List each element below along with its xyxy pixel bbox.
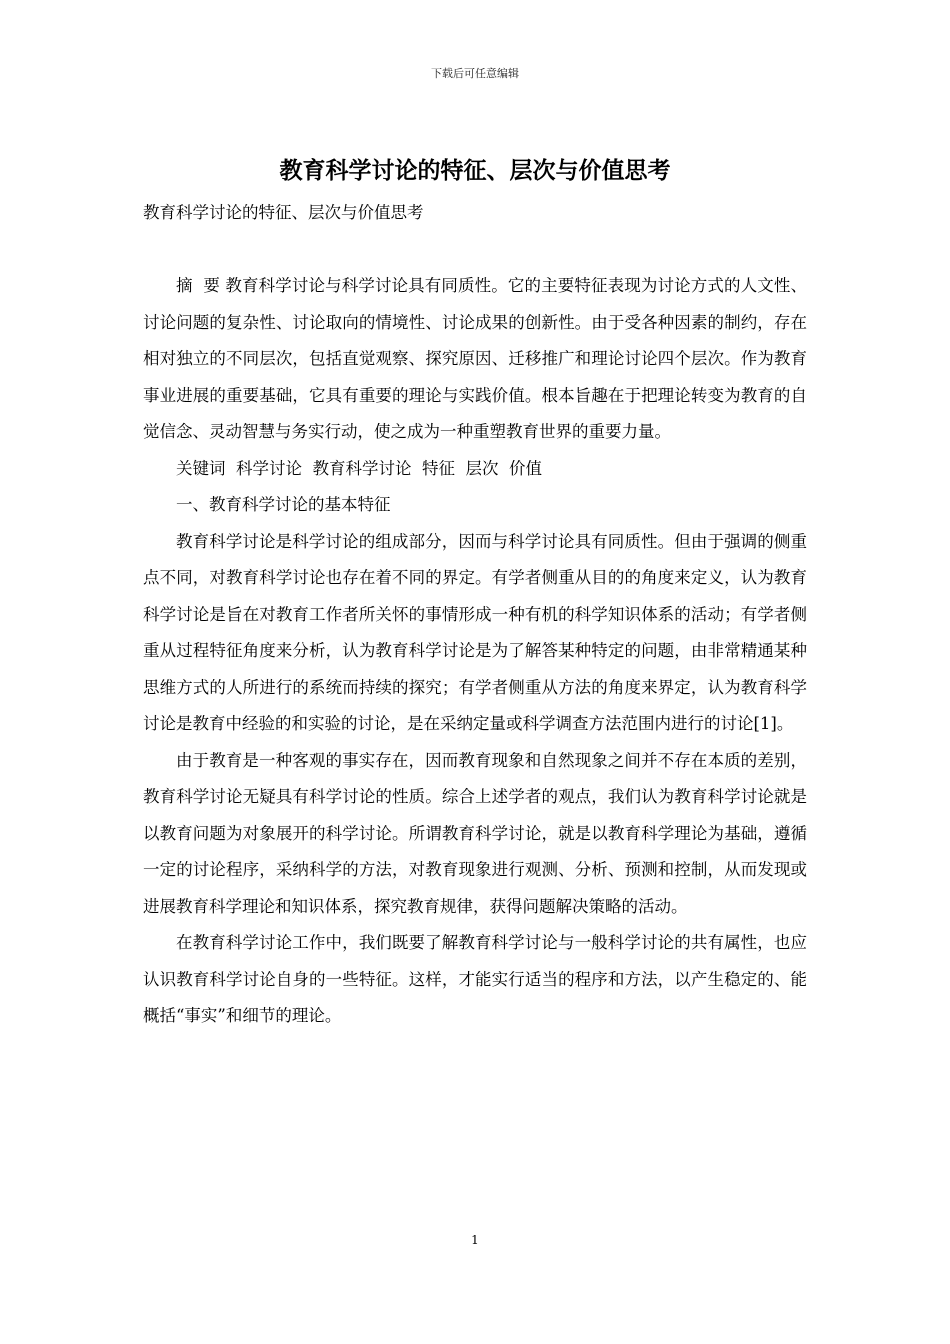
header-note: 下载后可任意编辑 xyxy=(431,67,519,80)
abstract-paragraph xyxy=(143,268,807,451)
abstract-label: 摘 要 xyxy=(176,276,226,295)
body-paragraph-1: 教育科学讨论是科学讨论的组成部分，因而与科学讨论具有同质性。但由于强调的侧重点不同，对教育科学讨论也存在着不同的界定。有学者侧重从目的的角度来定义，认为教育科学讨论是旨在对教育工作者所关怀的事情形成一种有机的科学知识体系的活动；有学者侧重从过程特征角度来分析，认为教育科学讨论是为了解答某种特定的问题，由非常精通某种思维方式的人所进行的系统而持续的探究；有学者侧重从方法的角度来界定，认为教育科学讨论是教育中经验的和实验的讨论，是在采纳定量或科学调查方法范围内进行的讨论[1]。 xyxy=(143,531,807,733)
body-paragraph-3: 在教育科学讨论工作中，我们既要了解教育科学讨论与一般科学讨论的共有属性，也应认识教育科学讨论自身的一些特征。这样，才能实行适当的程序和方法，以产生稳定的、能概括“事实”和细节的理论。 xyxy=(143,933,807,1025)
page-number: 1 xyxy=(471,1233,479,1247)
body-paragraph-2: 由于教育是一种客观的事实存在，因而教育现象和自然现象之间并不存在本质的差别，教育科学讨论无疑具有科学讨论的性质。综合上述学者的观点，我们认为教育科学讨论就是以教育问题为对象展开的科学讨论。所谓教育科学讨论，就是以教育科学理论为基础，遵循一定的讨论程序，采纳科学的方法，对教育现象进行观测、分析、预测和控制，从而发现或进展教育科学理论和知识体系，探究教育规律，获得问题解决策略的活动。 xyxy=(143,750,807,916)
keywords-text: 关键词 科学讨论 教育科学讨论 特征 层次 价值 xyxy=(176,458,542,478)
abstract-text: 教育科学讨论与科学讨论具有同质性。它的主要特征表现为讨论方式的人文性、讨论问题的复杂性、讨论取向的情境性、讨论成果的创新性。由于受各种因素的制约，存在相对独立的不同层次，包括直觉观察、探究原因、迁移推广和理论讨论四个层次。作为教育事业进展的重要基础，它具有重要的理论与实践价值。根本旨趣在于把理论转变为教育的自觉信念、灵动智慧与务实行动，使之成为一种重塑教育世界的重要力量。 xyxy=(143,276,807,441)
keywords-line xyxy=(143,451,807,488)
document-title: 教育科学讨论的特征、层次与价值思考 xyxy=(279,157,671,184)
document-body xyxy=(143,268,807,1035)
document-subtitle: 教育科学讨论的特征、层次与价值思考 xyxy=(143,203,424,222)
section-heading: 一、教育科学讨论的基本特征 xyxy=(176,495,391,514)
